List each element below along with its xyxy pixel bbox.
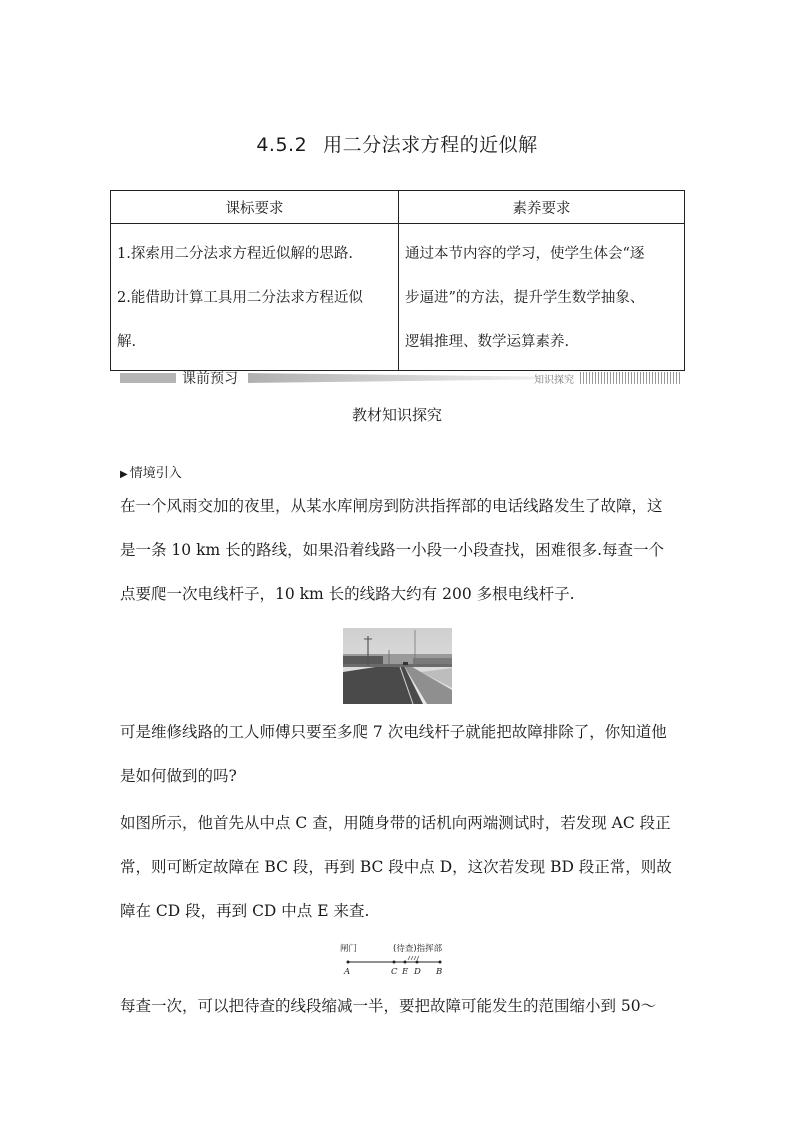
requirements-table: [110, 190, 685, 371]
point-e-dot: [404, 961, 407, 964]
triangle-icon: ▶: [120, 469, 128, 480]
paragraph-line: 是一条 10 km 长的路线，如果沿着线路一小段一小段查找，困难很多.每查一个: [120, 541, 665, 559]
paragraph-line: 常，则可断定故障在 BC 段，再到 BC 段中点 D，这次若发现 BD 段正常，则故: [120, 858, 672, 876]
curriculum-line: 解.: [117, 334, 137, 350]
paragraph-line: 点要爬一次电线杆子，10 km 长的线路大约有 200 多根电线杆子.: [120, 585, 575, 603]
paragraph-story: [120, 484, 680, 616]
line-segment-diagram: [330, 942, 460, 978]
paragraph-method: [120, 801, 680, 933]
paragraph-line: 如图所示，他首先从中点 C 查，用随身带的话机向两端测试时，若发现 AC 段正: [120, 814, 671, 832]
knowledge-section-title: 教材知识探究: [351, 406, 442, 424]
banner-bar: [120, 373, 176, 383]
paragraph-line: 可是维修线路的工人师傅只要至多爬 7 次电线杆子就能把故障排除了，你知道他: [120, 723, 667, 741]
diagram-right-label: (待查)指挥部: [393, 944, 443, 954]
banner-label: 课前预习: [182, 371, 238, 387]
literacy-line: 步逼进”的方法，提升学生数学抽象、: [405, 290, 645, 306]
point-b-dot: [439, 961, 442, 964]
point-a-dot: [347, 961, 350, 964]
curriculum-line: 1.探索用二分法求方程近似解的思路.: [117, 246, 353, 262]
section-title-text: 用二分法求方程的近似解: [323, 134, 538, 156]
intro-tag: [120, 462, 182, 481]
point-a-label: A: [344, 967, 351, 977]
paragraph-question: [120, 710, 680, 798]
point-d-dot: [416, 961, 419, 964]
segment-diagram-svg: [330, 942, 460, 978]
diagram-left-label: 闸门: [340, 944, 358, 954]
curriculum-requirements-cell: [111, 224, 399, 371]
curriculum-line: 2.能借助计算工具用二分法求方程近似: [117, 290, 363, 306]
paragraph-line: 是如何做到的吗?: [120, 767, 237, 785]
paragraph-line: 障在 CD 段，再到 CD 中点 E 来查.: [120, 902, 370, 920]
literacy-line: 逻辑推理、数学运算素养.: [405, 334, 570, 350]
curriculum-requirements-header: 课标要求: [111, 191, 399, 224]
banner-sub-label: 知识探究: [534, 375, 574, 386]
paragraph-halving: [120, 984, 680, 1028]
section-number: 4.5.2: [256, 134, 308, 156]
road-photo: [343, 628, 452, 704]
point-c-dot: [393, 961, 396, 964]
road-photo-image: [343, 628, 452, 704]
banner-ticks: [580, 372, 680, 384]
paragraph-line: 每查一次，可以把待查的线段缩减一半，要把故障可能发生的范围缩小到 50～: [120, 997, 657, 1015]
point-d-label: D: [414, 967, 421, 977]
intro-tag-label: 情境引入: [129, 466, 182, 481]
preview-banner: [120, 371, 680, 385]
point-c-label: C: [391, 967, 398, 977]
point-e-label: E: [402, 967, 409, 977]
banner-wedge: [248, 373, 533, 383]
literacy-requirements-header: 素养要求: [399, 191, 685, 224]
point-b-label: B: [436, 967, 443, 977]
page-title: [0, 130, 794, 157]
literacy-line: 通过本节内容的学习，使学生体会“逐: [405, 246, 645, 262]
literacy-requirements-cell: [399, 224, 685, 371]
paragraph-line: 在一个风雨交加的夜里，从某水库闸房到防洪指挥部的电话线路发生了故障，这: [120, 497, 663, 515]
